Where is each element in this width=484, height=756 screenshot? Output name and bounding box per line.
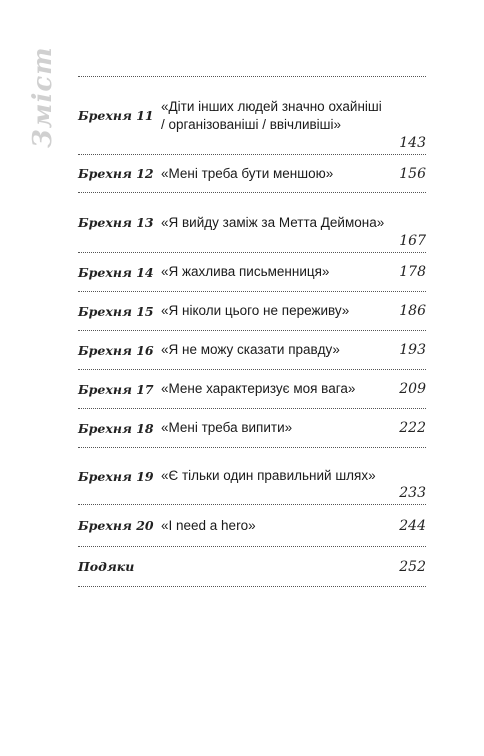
chapter-label: Брехня 14 bbox=[78, 264, 154, 280]
toc-row bbox=[78, 77, 426, 155]
chapter-title: «Є тільки один правильний шлях» bbox=[161, 468, 376, 483]
chapter-label: Брехня 16 bbox=[78, 342, 154, 358]
chapter-label: Брехня 11 bbox=[78, 108, 154, 123]
chapter-title: «Я ніколи цього не переживу» bbox=[161, 303, 350, 318]
toc-row bbox=[78, 370, 426, 409]
page-number: 233 bbox=[399, 485, 426, 501]
toc-row bbox=[78, 448, 426, 505]
chapter-title: «Діти інших людей значно охайніші / організованіші / ввічливіші» bbox=[161, 98, 382, 132]
chapter-label: Брехня 19 bbox=[78, 468, 154, 484]
page-number: 209 bbox=[399, 381, 426, 397]
page-number: 186 bbox=[399, 303, 426, 319]
toc-row bbox=[78, 505, 426, 547]
page-number: 156 bbox=[399, 165, 426, 182]
chapter-title: «Мені треба бути меншою» bbox=[161, 165, 334, 181]
page-number: 178 bbox=[399, 264, 426, 280]
chapter-title: «Я жахлива письменниця» bbox=[161, 264, 330, 279]
chapter-label: Брехня 17 bbox=[78, 381, 154, 397]
toc-row bbox=[78, 155, 426, 193]
table-of-contents bbox=[78, 76, 426, 587]
chapter-title: «I need a hero» bbox=[161, 517, 256, 533]
page-number: 193 bbox=[399, 342, 426, 358]
chapter-label: Брехня 15 bbox=[78, 303, 154, 319]
chapter-label: Брехня 12 bbox=[78, 166, 154, 181]
chapter-title: «Я вийду заміж за Метта Деймона» bbox=[161, 214, 385, 230]
page-number: 222 bbox=[399, 420, 426, 436]
toc-row bbox=[78, 331, 426, 370]
toc-row bbox=[78, 193, 426, 253]
chapter-label: Брехня 13 bbox=[78, 215, 154, 230]
page-number: 244 bbox=[399, 517, 426, 534]
page-number: 252 bbox=[399, 558, 426, 575]
toc-row bbox=[78, 253, 426, 292]
chapter-label: Брехня 18 bbox=[78, 420, 154, 436]
side-title: Зміст bbox=[28, 46, 58, 148]
toc-row bbox=[78, 409, 426, 448]
chapter-label: Подяки bbox=[78, 559, 135, 574]
chapter-title: «Мені треба випити» bbox=[161, 420, 293, 435]
chapter-label: Брехня 20 bbox=[78, 518, 154, 533]
chapter-title: «Мене характеризує моя вага» bbox=[161, 381, 356, 396]
page-number: 167 bbox=[399, 233, 426, 249]
toc-row bbox=[78, 547, 426, 587]
page-number: 143 bbox=[399, 135, 426, 151]
toc-row bbox=[78, 292, 426, 331]
chapter-title: «Я не можу сказати правду» bbox=[161, 342, 340, 357]
